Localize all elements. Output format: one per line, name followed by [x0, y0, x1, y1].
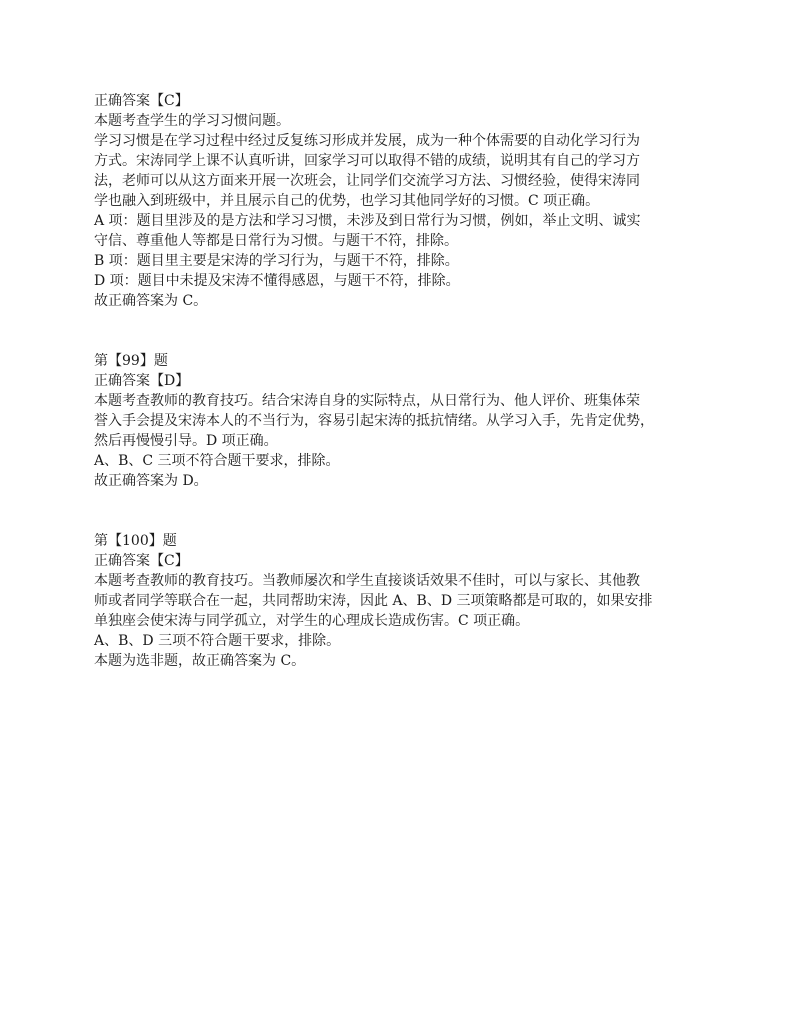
section-q100	[94, 531, 734, 671]
question-title: 第【99】题	[94, 353, 168, 369]
section-q99	[94, 351, 734, 491]
conclusion: 故正确答案为 D。	[94, 473, 208, 489]
topic-line: 本题考查学生的学习习惯问题。	[94, 113, 290, 129]
other-options-analysis: A、B、D 三项不符合题干要求，排除。	[94, 633, 341, 649]
explanation-line: 本题考查教师的教育技巧。当教师屡次和学生直接谈话效果不佳时，可以与家长、其他教	[94, 573, 640, 589]
explanation-line: 誉入手会提及宋涛本人的不当行为，容易引起宋涛的抵抗情绪。从学习入手，先肯定优势，	[94, 413, 654, 429]
conclusion: 本题为选非题，故正确答案为 C。	[94, 653, 306, 669]
explanation-line: 法，老师可以从这方面来开展一次班会，让同学们交流学习方法、习惯经验，使得宋涛同	[94, 173, 640, 189]
option-d-analysis: D 项：题目中未提及宋涛不懂得感恩，与题干不符，排除。	[94, 273, 460, 289]
correct-answer: 正确答案【C】	[94, 93, 189, 109]
explanation-line: 单独座会使宋涛与同学孤立，对学生的心理成长造成伤害。C 项正确。	[94, 613, 530, 629]
option-a-line: 守信、尊重他人等都是日常行为习惯。与题干不符，排除。	[94, 233, 458, 249]
conclusion: 故正确答案为 C。	[94, 293, 208, 309]
question-title: 第【100】题	[94, 533, 177, 549]
explanation-line: 学习习惯是在学习过程中经过反复练习形成并发展，成为一种个体需要的自动化学习行为	[94, 133, 640, 149]
correct-answer: 正确答案【C】	[94, 553, 189, 569]
other-options-analysis: A、B、C 三项不符合题干要求，排除。	[94, 453, 340, 469]
explanation-paragraph	[94, 391, 734, 451]
explanation-line: 本题考查教师的教育技巧。结合宋涛自身的实际特点，从日常行为、他人评价、班集体荣	[94, 393, 640, 409]
explanation-line: 方式。宋涛同学上课不认真听讲，回家学习可以取得不错的成绩，说明其有自己的学习方	[94, 153, 640, 169]
explanation-paragraph	[94, 571, 734, 631]
explanation-line: 学也融入到班级中，并且展示自己的优势，也学习其他同学好的习惯。C 项正确。	[94, 193, 600, 209]
option-b-analysis: B 项：题目里主要是宋涛的学习行为，与题干不符，排除。	[94, 253, 459, 269]
answer-explanations	[94, 91, 734, 671]
section-q98	[94, 91, 734, 311]
explanation-paragraph	[94, 131, 734, 211]
option-a-analysis	[94, 211, 734, 251]
correct-answer: 正确答案【D】	[94, 373, 190, 389]
explanation-line: 然后再慢慢引导。D 项正确。	[94, 433, 278, 449]
explanation-line: 师或者同学等联合在一起，共同帮助宋涛，因此 A、B、D 三项策略都是可取的，如果安排	[94, 593, 653, 609]
option-a-line: A 项：题目里涉及的是方法和学习习惯，未涉及到日常行为习惯，例如，举止文明、诚实	[94, 213, 641, 229]
